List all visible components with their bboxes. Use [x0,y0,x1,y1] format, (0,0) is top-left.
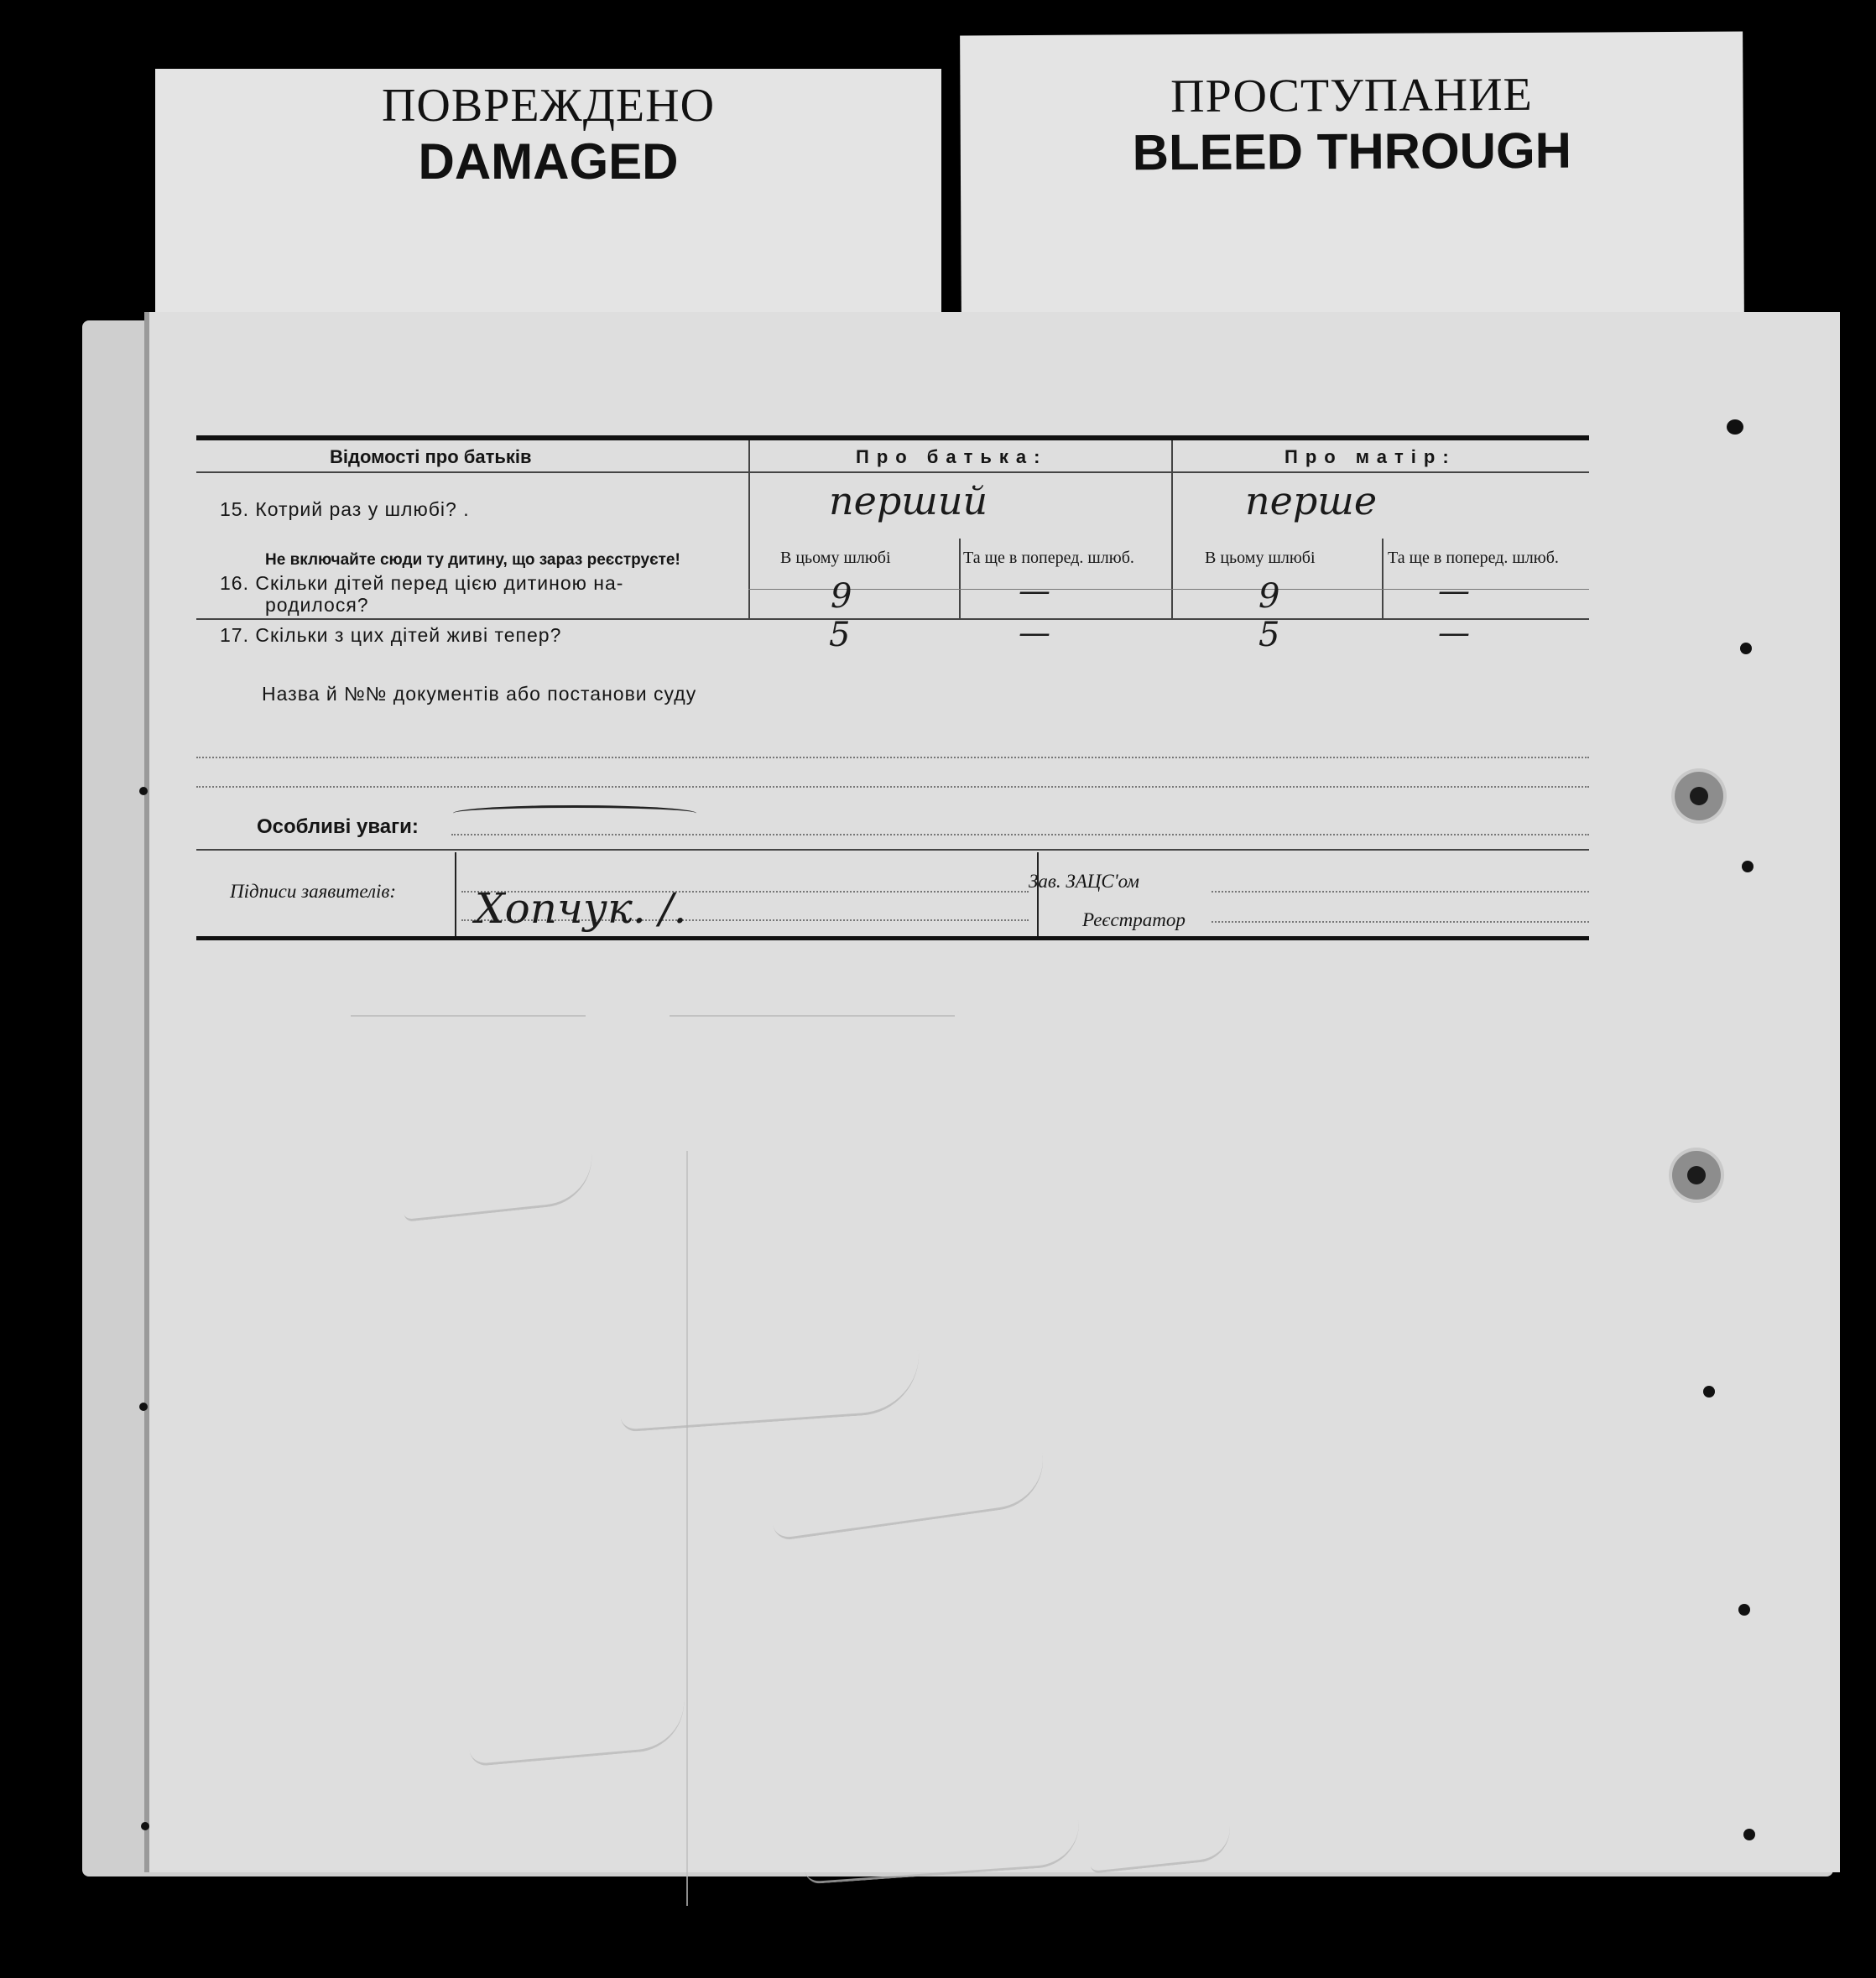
signature-box-left [455,852,456,936]
torn-hole [1672,1151,1721,1200]
question-16-note: Не включайте сюди ту дитину, що зараз реєструєте! [265,551,680,569]
punch-hole [1727,419,1743,435]
bleed-through-scrawl [1087,1823,1233,1874]
signature-top-rule [196,849,1589,851]
table-top-rule [196,435,1589,440]
punch-hole [141,1822,149,1830]
punch-hole [139,787,148,795]
father-marriage-count-handwriting: перший [829,478,988,523]
header-about-mother: Про матір: [1285,446,1457,467]
question-16-line2: родилося? [265,594,369,616]
punch-hole [1738,1604,1750,1616]
remarks-dash-stroke [453,805,696,821]
damaged-label-ru: ПОВРЕЖДЕНО [381,80,716,132]
mother-children-alive-prev: — [1438,614,1470,651]
table-header-rule [196,471,1589,473]
signatures-label: Підписи заявителів: [230,881,397,902]
bleed-through-rule [351,1015,586,1017]
signature-box-right [1037,852,1039,936]
punch-hole [1743,1829,1755,1840]
punch-hole [1703,1386,1715,1398]
header-parents-info: Відомості про батьків [330,446,532,467]
bleed-through-label-ru: ПРОСТУПАНИЕ [1170,68,1533,123]
mother-children-alive-this: 5 [1258,616,1280,654]
torn-hole [1675,772,1723,820]
head-zags-label: Зав. ЗАЦС'ом [1029,871,1139,892]
applicant-signature-handwriting: Хопчук. /. [475,884,687,933]
question-15: 15. Котрий раз у шлюбі? . [220,498,470,520]
bleed-through-scrawl [399,1141,597,1222]
bleed-through-scrawl [618,1351,923,1433]
question-16-line1: 16. Скільки дітей перед цією дитиною на- [220,572,624,594]
remarks-label: Особливі уваги: [257,815,419,838]
bleed-through-scrawl [466,1695,689,1767]
registrar-dotted-line [1212,921,1589,923]
bleed-through-label-en: BLEED THROUGH [1132,122,1572,181]
father-prev-marriage-label: Та ще в поперед. шлюб. [963,549,1134,567]
mother-this-marriage-label: В цьому шлюбі [1205,549,1316,567]
father-children-born-prev: — [1019,572,1050,609]
documents-dotted-line [196,757,1589,758]
column-divider [1171,440,1173,620]
column-divider [1382,539,1384,619]
mother-children-born-this: 9 [1258,577,1280,616]
documents-label: Назва й №№ документів або постанови суду [262,683,697,705]
mother-children-born-prev: — [1438,572,1470,609]
mother-marriage-count-handwriting: перше [1245,478,1378,523]
father-children-alive-prev: — [1019,614,1050,651]
punch-hole [1742,861,1754,872]
table-bottom-rule [196,618,1589,620]
father-this-marriage-label: В цьому шлюбі [780,549,891,567]
bleed-through-scrawl [768,1450,1050,1541]
damaged-label-en: DAMAGED [418,133,679,190]
document-page [144,312,1840,1872]
registrar-label: Реєстратор [1082,909,1186,930]
question-17: 17. Скільки з цих дітей живі тепер? [220,624,562,646]
bleed-through-texture [284,1017,1165,1018]
bleed-through-column-line [686,1151,688,1906]
punch-hole [139,1403,148,1411]
documents-dotted-line [196,786,1589,788]
column-divider [748,440,750,620]
column-divider [959,539,961,619]
remarks-dotted-line [451,834,1589,835]
form-bottom-rule [196,936,1589,940]
bleed-through-label-card [960,32,1744,321]
head-signature-dotted-line [1212,891,1589,893]
punch-hole [1740,643,1752,654]
father-children-alive-this: 5 [829,616,851,654]
father-children-born-this: 9 [831,577,852,616]
bleed-through-rule [670,1015,955,1017]
damaged-label-card [155,69,941,320]
header-about-father: Про батька: [856,446,1048,467]
mother-prev-marriage-label: Та ще в поперед. шлюб. [1388,549,1559,567]
